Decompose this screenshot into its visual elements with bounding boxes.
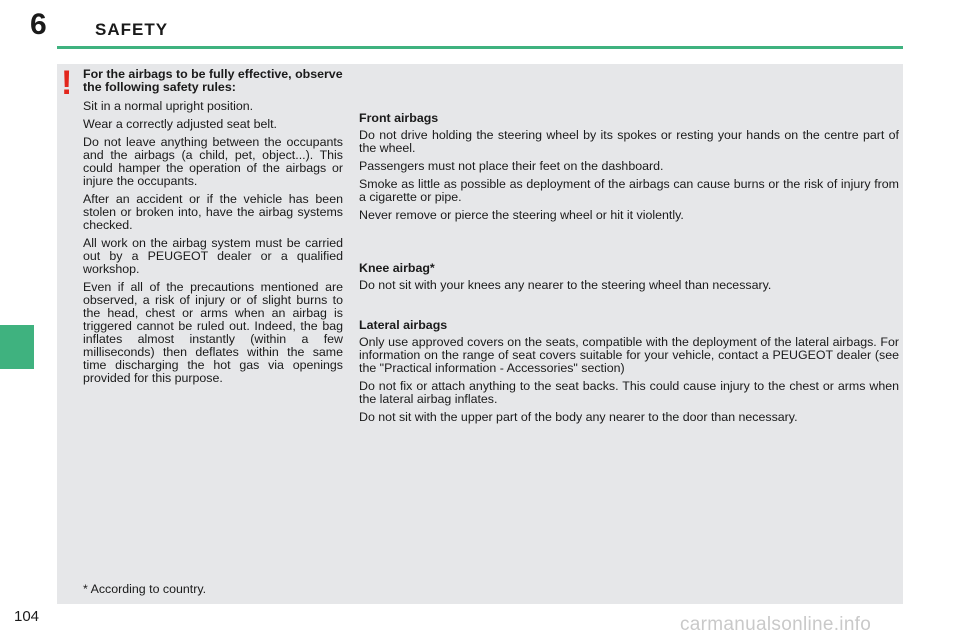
section-paragraph: Smoke as little as possible as deployment of the airbags can cause burns or the risk of injury from a cigarette or pipe. [359, 177, 899, 204]
section-heading: Knee airbag* [359, 261, 435, 275]
chapter-number: 6 [30, 8, 47, 41]
section-paragraph: Passengers must not place their feet on the dashboard. [359, 159, 664, 173]
section-paragraph: Do not fix or attach anything to the seat backs. This could cause injury to the chest or arms when the lateral airbag inflates. [359, 379, 899, 406]
section-paragraph: Do not drive holding the steering wheel by its spokes or resting your hands on the centre part of the wheel. [359, 128, 899, 155]
airbag-safety-rules [83, 68, 343, 390]
section-paragraph: Only use approved covers on the seats, compatible with the deployment of the lateral airbags. For information on the range of seat covers suitable for your vehicle, contact a PEUGEOT dealer (see the "Practical information - Accessories" section) [359, 335, 899, 375]
section-paragraph: Do not sit with the upper part of the body any nearer to the door than necessary. [359, 410, 798, 424]
rule-item: All work on the airbag system must be carried out by a PEUGEOT dealer or a qualified workshop. [83, 236, 343, 276]
exclamation-icon: ! [61, 64, 73, 102]
rule-item: Wear a correctly adjusted seat belt. [83, 117, 277, 131]
section-lateral-airbags [359, 319, 899, 424]
airbag-sections [359, 112, 899, 429]
section-knee-airbag [359, 262, 899, 292]
rule-item: Even if all of the precautions mentioned are observed, a risk of injury or of slight burns to the head, chest or arms when an airbag is triggered cannot be ruled out. Indeed, the bag inflates almost instantly (within a few milliseconds) then deflates within the same time discharging the hot gas via openings provided for this purpose. [83, 280, 343, 385]
chapter-title: SAFETY [95, 20, 169, 39]
watermark: carmanualsonline.info [680, 614, 872, 635]
rule-item: Do not leave anything between the occupants and the airbags (a child, pet, object...). This could hamper the operation of the airbags or injure the occupants. [83, 135, 343, 188]
chapter-side-tab [0, 325, 34, 369]
section-heading: Front airbags [359, 111, 439, 125]
rules-title: For the airbags to be fully effective, observe the following safety rules: [83, 67, 343, 94]
rule-item: Sit in a normal upright position. [83, 99, 254, 113]
section-paragraph: Do not sit with your knees any nearer to the steering wheel than necessary. [359, 278, 772, 292]
rule-item: After an accident or if the vehicle has been stolen or broken into, have the airbag systems checked. [83, 192, 343, 232]
footnote: * According to country. [83, 582, 207, 596]
section-front-airbags [359, 112, 899, 222]
page-number: 104 [14, 608, 40, 625]
section-heading: Lateral airbags [359, 318, 448, 332]
header-rule [57, 46, 903, 49]
section-paragraph: Never remove or pierce the steering wheel or hit it violently. [359, 208, 684, 222]
